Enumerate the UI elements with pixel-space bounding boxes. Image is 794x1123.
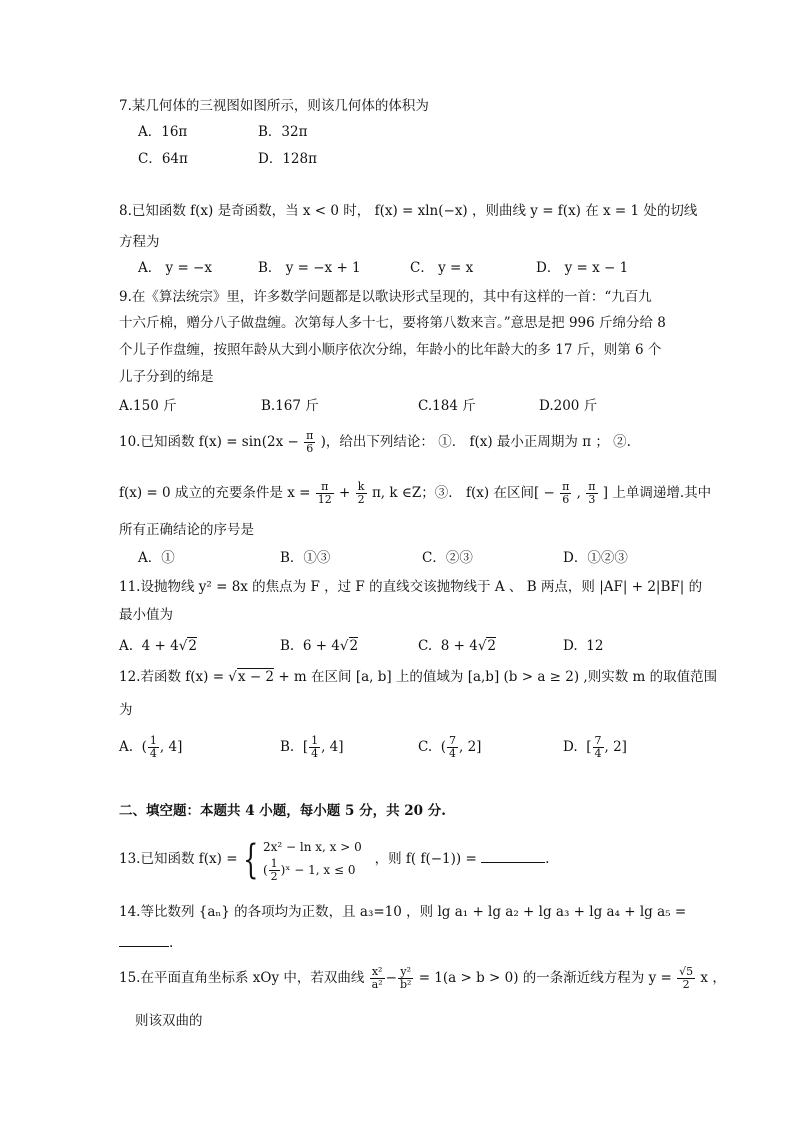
q11-line1: 11.设抛物线 y² = 8x 的焦点为 F ，过 F 的直线交该抛物线于 A 、 B 两点，则 |AF| + 2|BF| 的 [119, 579, 703, 595]
q13-case-1: 2x² − ln x, x > 0 [262, 840, 362, 854]
q15-line1 [119, 966, 726, 991]
q10-line1 [119, 430, 631, 455]
q8-stem-line2: 方程为 [119, 234, 160, 250]
q7-option-b: B．32π [258, 124, 308, 140]
q15-fraction-sqrt5-2: $\frac{√5}{2}$ [679, 965, 694, 991]
q10-line3: 所有正确结论的序号是 [119, 522, 254, 538]
q12-option-a: A. ( $\frac{1}{4}$ , 4] [119, 734, 183, 760]
q12-option-c: C. ( $\frac{7}{4}$ , 2] [418, 734, 482, 760]
q10-fraction-pi-3: $\frac{\pi}{3}$ [588, 480, 596, 506]
q10-option-d: D．①②③ [563, 550, 628, 566]
q10-option-a: A．① [138, 550, 175, 566]
q7-option-d: D．128π [258, 151, 317, 167]
q9-line1: 9.在《算法统宗》里，许多数学问题都是以歌诀形式呈现的，其中有这样的一首：“九百九 [119, 289, 652, 305]
q10-line2-a: f(x) = 0 成立的充要条件是 x = [119, 485, 311, 501]
q13-brace: { [242, 836, 258, 883]
q7-option-a: A．16π [138, 124, 188, 140]
q14-line2 [119, 932, 173, 953]
q13-prefix: 13.已知函数 f(x) = [119, 851, 238, 867]
q11-option-d: D. 12 [563, 638, 604, 654]
q10-line2-c: π, k ∈Z；③． f(x) 在区间[ − [371, 485, 555, 501]
q10-fraction-k-2: $\frac{k}{2}$ [357, 480, 365, 506]
q14-line1: 14.等比数列 {aₙ} 的各项均为正数，且 a₃=10 ，则 lg a₁ + lg a₂ + lg a₃ + lg a₄ + lg a₅ = [119, 904, 687, 920]
q10-line1-a: 10.已知函数 f(x) = sin(2x − [119, 434, 299, 450]
q9-line2: 十六斤棉，赠分八子做盘缠。次第每人多十七，要将第八数来言。”意思是把 996 斤绵分给 8 [119, 315, 666, 331]
q9-line4: 儿子分到的绵是 [119, 369, 214, 385]
q10-fraction-pi-6: $\frac{\pi}{6}$ [306, 429, 314, 455]
q9-option-d: D.200 斤 [539, 398, 598, 414]
q13-cases [263, 836, 362, 883]
q13-case-2: ( $\frac{1}{2}$ )ˣ − 1, x ≤ 0 [262, 857, 356, 883]
q7-option-c: C．64π [138, 151, 188, 167]
q12-option-b: B. [ $\frac{1}{4}$ , 4] [280, 734, 344, 760]
q10-comma: , [576, 485, 581, 501]
q9-option-b: B.167 斤 [261, 398, 319, 414]
q10-line1-b: )，给出下列结论： ①． f(x) 最小正周期为 π ； ②. [320, 434, 631, 450]
q15-line1-c: x ， [700, 970, 726, 986]
q14-end: . [169, 935, 174, 951]
q10-option-b: B．①③ [280, 550, 331, 566]
q13-line [119, 836, 549, 883]
q12-line1-a: 12.若函数 f(x) = [119, 669, 225, 685]
q15-fraction-x2-a2: $\frac{\text{x²}}{\text{a²}}$ [371, 965, 383, 991]
q8-option-d: D． y = x − 1 [536, 260, 629, 276]
q8-option-b: B． y = −x + 1 [258, 260, 361, 276]
q11-line2: 最小值为 [119, 607, 173, 623]
q15-fraction-y2-b2: $\frac{\text{y²}}{\text{b²}}$ [399, 965, 412, 991]
q10-option-c: C．②③ [422, 550, 473, 566]
q15-minus: − [385, 970, 397, 986]
q10-fraction-pi-12: $\frac{\pi}{12}$ [317, 480, 332, 506]
q13-answer-blank [481, 848, 545, 863]
q10-line2-e: ] 上单调递增.其中 [602, 485, 712, 501]
q12-line2: 为 [119, 702, 133, 718]
q13-suffix: ，则 f( f(−1)) = [374, 851, 477, 867]
q9-option-c: C.184 斤 [418, 398, 476, 414]
q15-line2: 则该双曲的 [135, 1013, 203, 1029]
q15-line1-b: = 1(a > b > 0) 的一条渐近线方程为 y = [418, 970, 672, 986]
q9-option-a: A.150 斤 [119, 398, 177, 414]
q11-option-b: B. 6 + 4√2 [280, 638, 359, 654]
q14-answer-blank [119, 932, 169, 947]
q10-line2 [119, 481, 711, 506]
q8-option-a: A． y = −x [138, 260, 212, 276]
q12-radical: x − 2 [237, 669, 275, 685]
q12-option-d: D. [ $\frac{7}{4}$ , 2] [563, 734, 627, 760]
q8-stem-line1: 8.已知函数 f(x) 是奇函数，当 x < 0 时， f(x) = xln(−x) ，则曲线 y = f(x) 在 x = 1 处的切线 [119, 203, 698, 219]
q10-fraction-pi-6b: $\frac{\pi}{6}$ [562, 480, 570, 506]
q8-option-c: C． y = x [410, 260, 474, 276]
q12-line1: 12.若函数 f(x) = √x − 2 + m 在区间 [a, b] 上的值域为 [a,b] (b > a ≥ 2) ,则实数 m 的取值范围 [119, 669, 718, 685]
q9-line3: 个儿子作盘缠，按照年龄从大到小顺序依次分绵，年龄小的比年龄大的多 17 斤，则第 6 个 [119, 342, 662, 358]
q11-option-a: A. 4 + 4√2 [119, 638, 197, 654]
q13-end: . [545, 851, 550, 867]
q12-line1-b: + m 在区间 [a, b] 上的值域为 [a,b] (b > a ≥ 2) ,则实数 m 的取值范围 [278, 669, 718, 685]
section-2-title: 二、填空题：本题共 4 小题，每小题 5 分，共 20 分. [119, 803, 446, 819]
q11-option-c: C. 8 + 4√2 [418, 638, 497, 654]
q7-stem: 7.某几何体的三视图如图所示，则该几何体的体积为 [119, 98, 429, 114]
q15-line1-a: 15.在平面直角坐标系 xOy 中，若双曲线 [119, 970, 365, 986]
q10-plus: + [339, 485, 351, 501]
